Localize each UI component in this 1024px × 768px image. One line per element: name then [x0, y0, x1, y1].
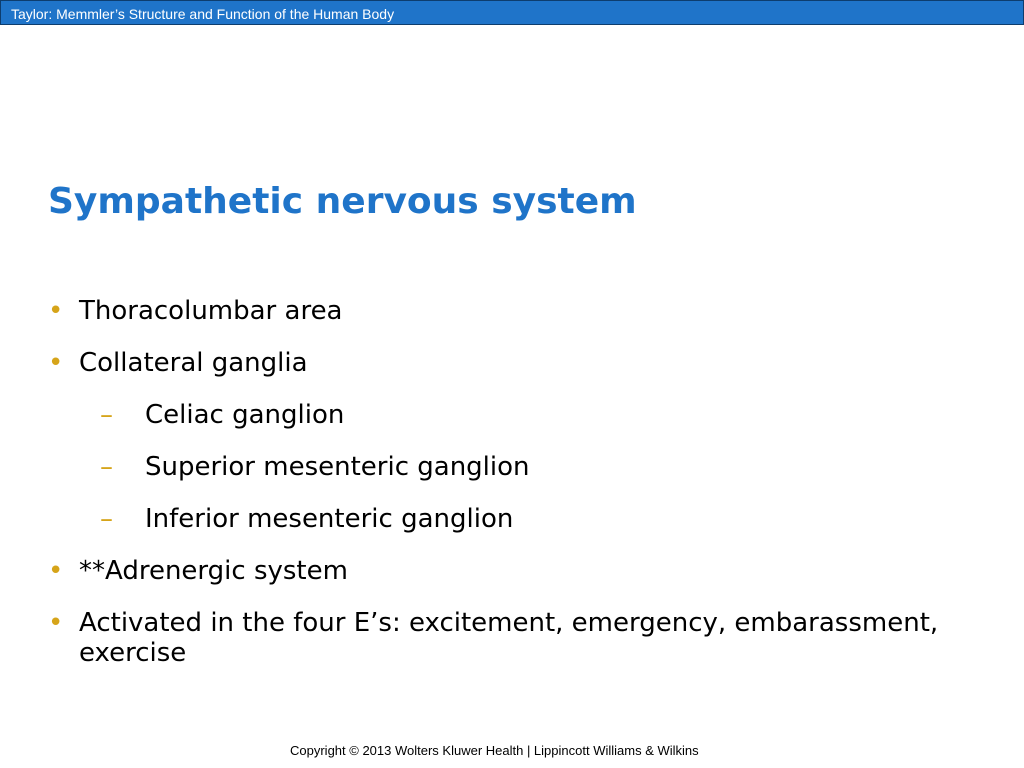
sub-bullet-item: [48, 400, 988, 430]
bullet-item: [48, 296, 988, 326]
bullet-marker: •: [48, 556, 64, 586]
bullet-marker: •: [48, 296, 64, 326]
header-title: Taylor: Memmler’s Structure and Function of the Human Body: [11, 6, 395, 22]
sub-bullet-text: Inferior mesenteric ganglion: [145, 504, 514, 534]
sub-bullet-text: Superior mesenteric ganglion: [145, 452, 530, 482]
bullet-item: [48, 556, 988, 586]
dash-marker: –: [100, 452, 113, 482]
dash-marker: –: [100, 504, 113, 534]
bullet-text: Thoracolumbar area: [79, 296, 343, 326]
bullet-text: **Adrenergic system: [79, 556, 348, 586]
bullet-text: Collateral ganglia: [79, 348, 308, 378]
bullet-marker: •: [48, 608, 64, 638]
bullet-item: [48, 608, 988, 668]
bullet-marker: •: [48, 348, 64, 378]
dash-marker: –: [100, 400, 113, 430]
sub-bullet-text: Celiac ganglion: [145, 400, 345, 430]
copyright-text: Copyright © 2013 Wolters Kluwer Health | Lippincott Williams & Wilkins: [290, 743, 699, 758]
bullet-list: [48, 296, 988, 690]
sub-bullet-item: [48, 452, 988, 482]
header-bar: [0, 0, 1024, 25]
bullet-item: [48, 348, 988, 378]
sub-bullet-item: [48, 504, 988, 534]
bullet-text: Activated in the four E’s: excitement, emergency, embarassment, exercise: [79, 608, 939, 668]
slide-title: Sympathetic nervous system: [48, 181, 637, 222]
